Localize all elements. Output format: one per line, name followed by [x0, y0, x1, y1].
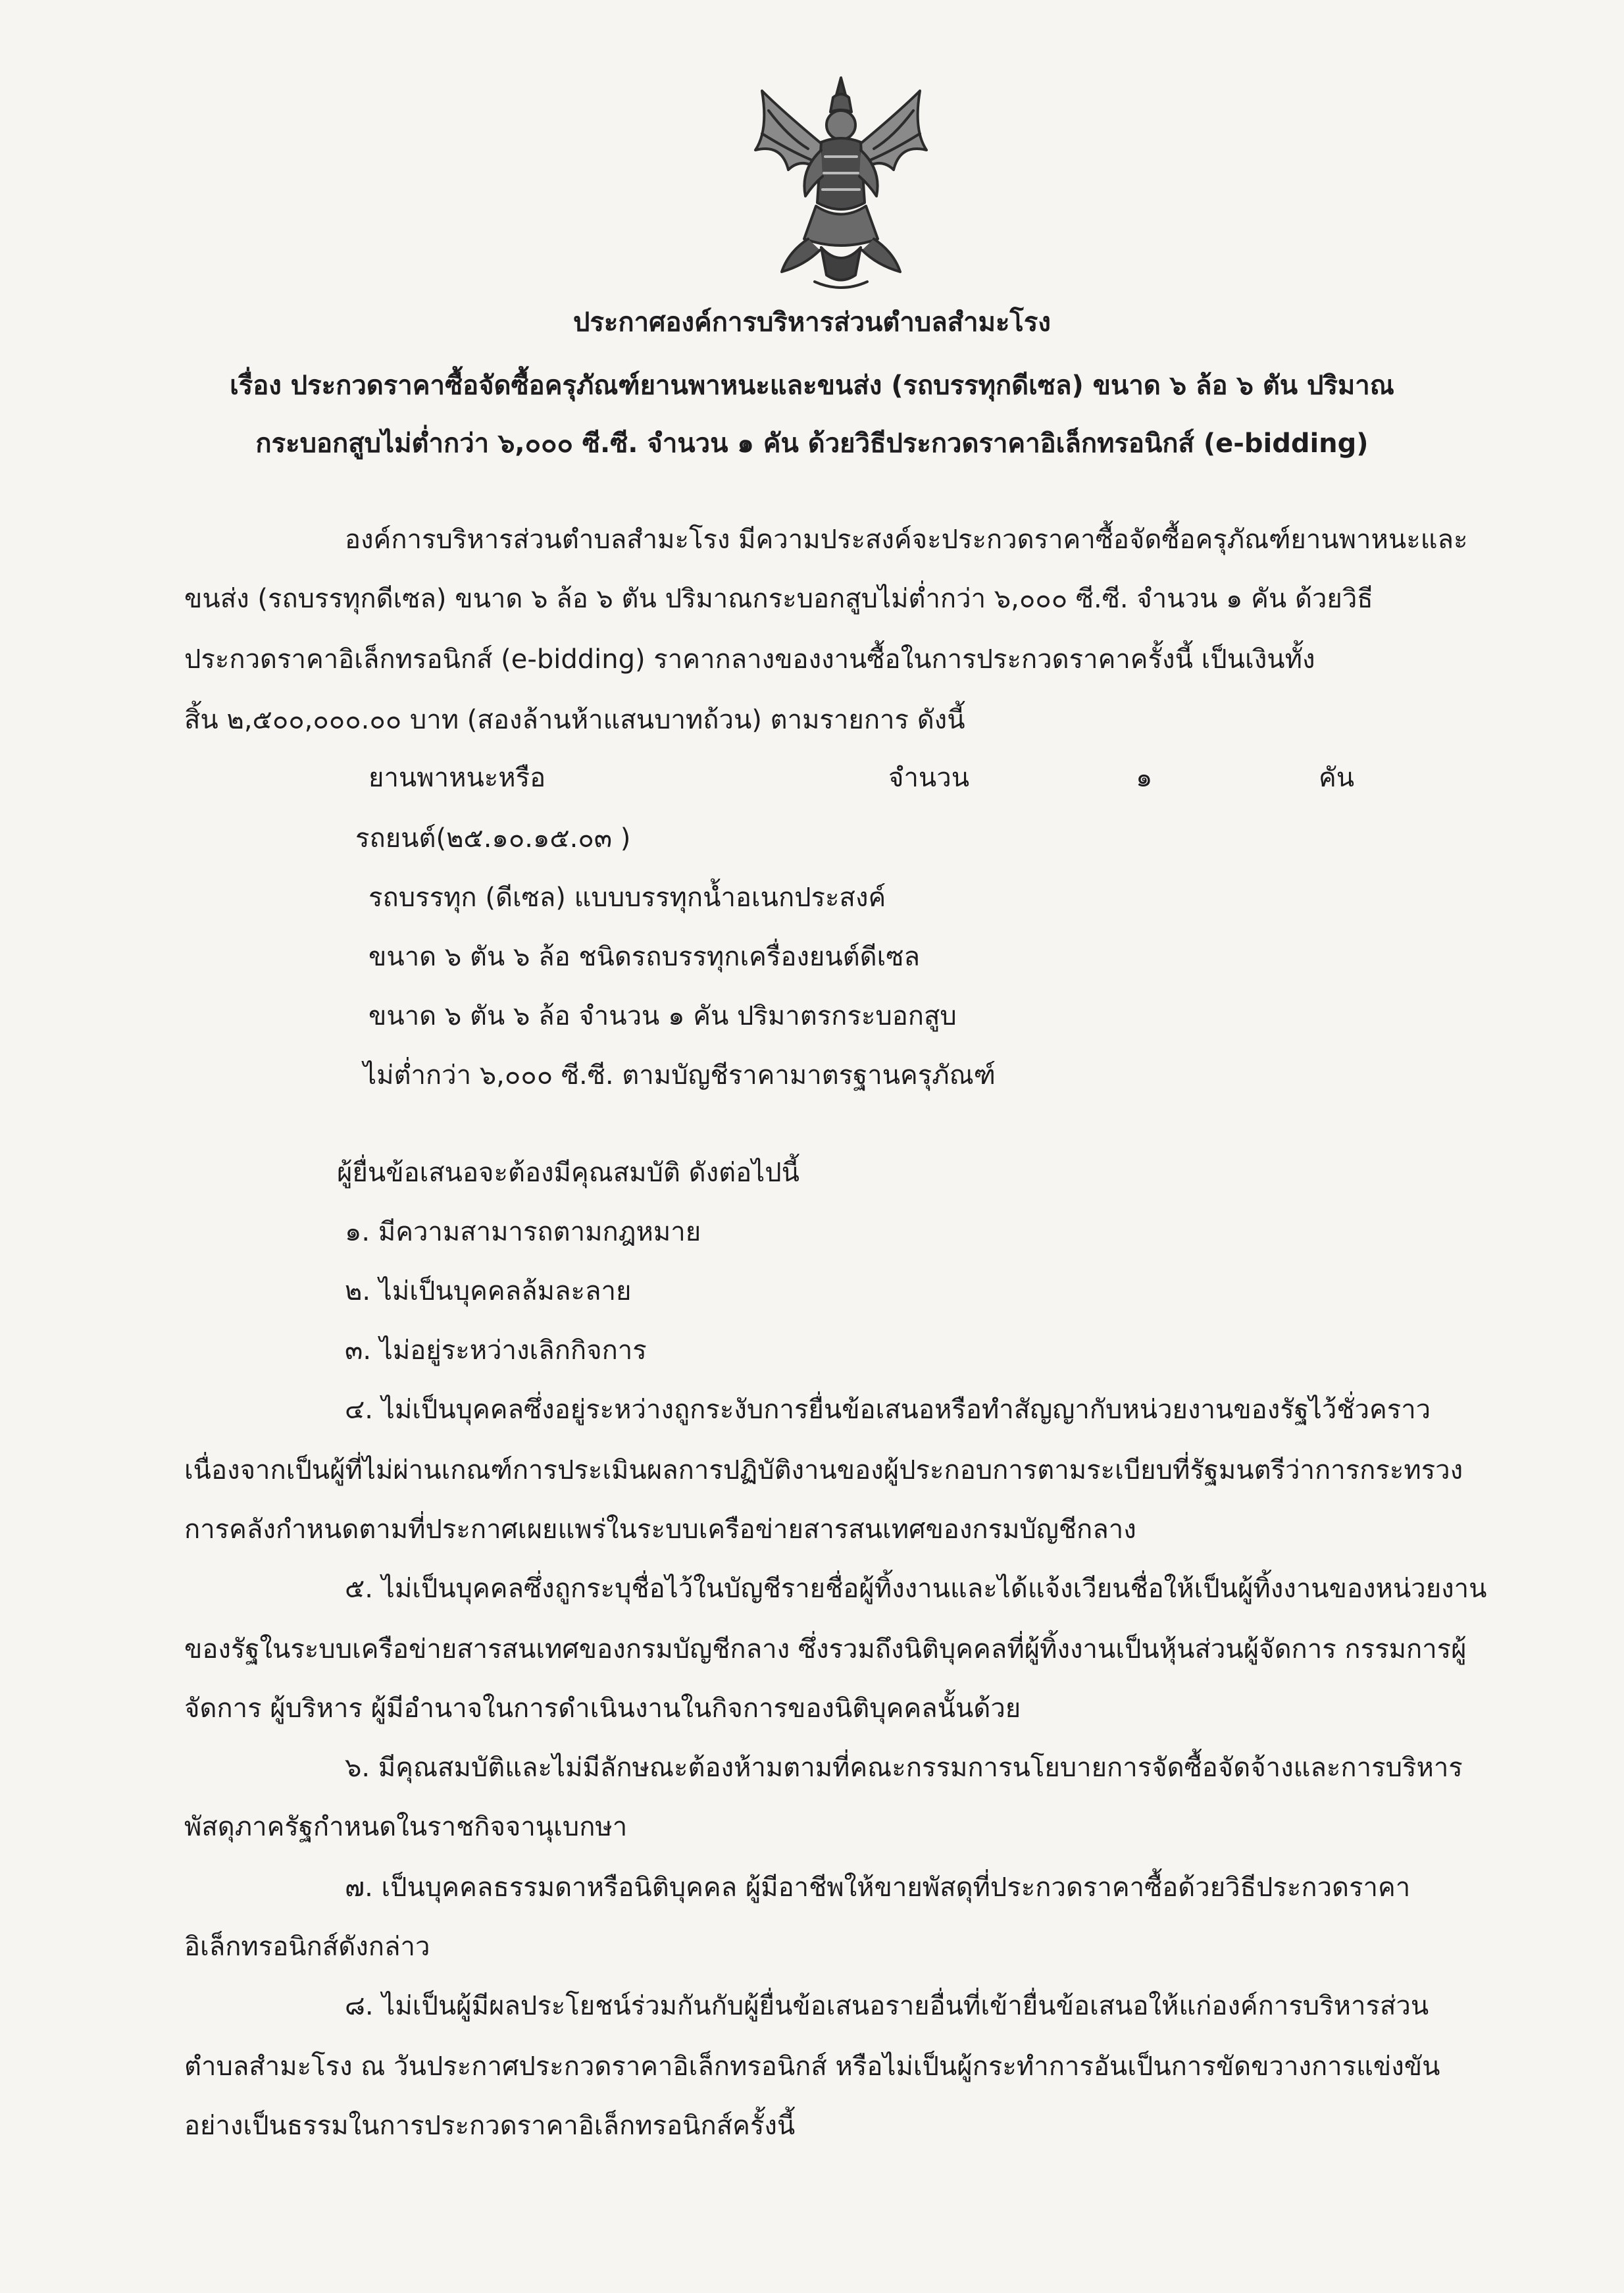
item-name: ยานพาหนะหรือ — [368, 763, 546, 793]
qualification-4-line-2: เนื่องจากเป็นผู้ที่ไม่ผ่านเกณฑ์การประเมินผลการปฏิบัติงานของผู้ประกอบการตามระเบียบที่รัฐมนตรีว่าการกระทรวง — [184, 1455, 1463, 1485]
qualification-6-line-2: พัสดุภาครัฐกำหนดในราชกิจจานุเบกษา — [184, 1812, 628, 1842]
intro-line-4: สิ้น ๒,๕๐๐,๐๐๐.๐๐ บาท (สองล้านห้าแสนบาทถ้วน) ตามรายการ ดังนี้ — [184, 705, 965, 735]
item-detail-line-4: ขนาด ๖ ตัน ๖ ล้อ จำนวน ๑ คัน ปริมาตรกระบอกสูบ — [368, 1001, 957, 1031]
intro-line-1: องค์การบริหารส่วนตำบลสำมะโรง มีความประสงค์จะประกวดราคาซื้อจัดซื้อครุภัณฑ์ยานพาหนะและ — [345, 525, 1468, 555]
intro-line-2: ขนส่ง (รถบรรทุกดีเซล) ขนาด ๖ ล้อ ๖ ตัน ปริมาณกระบอกสูบไม่ต่ำกว่า ๖,๐๐๐ ซี.ซี. จำนวน ๑ คัน ด้วยวิธี — [184, 584, 1373, 614]
qualification-3: ๓. ไม่อยู่ระหว่างเลิกกิจการ — [345, 1335, 647, 1366]
intro-line-3: ประกวดราคาอิเล็กทรอนิกส์ (e-bidding) ราคากลางของงานซื้อในการประกวดราคาครั้งนี้ เป็นเงินทั้ง — [184, 644, 1315, 675]
item-unit: คัน — [1319, 763, 1355, 793]
qualification-4-line-3: การคลังกำหนดตามที่ประกาศเผยแพร่ในระบบเครือข่ายสารสนเทศของกรมบัญชีกลาง — [184, 1514, 1136, 1545]
qualification-7-line-2: อิเล็กทรอนิกส์ดังกล่าว — [184, 1932, 430, 1962]
garuda-emblem — [742, 71, 940, 295]
qualification-6-line-1: ๖. มีคุณสมบัติและไม่มีลักษณะต้องห้ามตามที่คณะกรรมการนโยบายการจัดซื้อจัดจ้างและการบริหาร — [345, 1753, 1463, 1783]
item-detail-line-5: ไม่ต่ำกว่า ๖,๐๐๐ ซี.ซี. ตามบัญชีราคามาตรฐานครุภัณฑ์ — [363, 1060, 996, 1091]
qualification-5-line-1: ๕. ไม่เป็นบุคคลซึ่งถูกระบุชื่อไว้ในบัญชีรายชื่อผู้ทิ้งงานและได้แจ้งเวียนชื่อให้เป็นผู้ทิ้งงานของหน่วยงาน — [345, 1574, 1487, 1604]
qualification-8-line-2: ตำบลสำมะโรง ณ วันประกาศประกวดราคาอิเล็กทรอนิกส์ หรือไม่เป็นผู้กระทำการอันเป็นการขัดขวางการแข่งขัน — [184, 2051, 1440, 2082]
item-detail-line-3: ขนาด ๖ ตัน ๖ ล้อ ชนิดรถบรรทุกเครื่องยนต์ดีเซล — [368, 942, 920, 972]
item-detail-line-2: รถบรรทุก (ดีเซล) แบบบรรทุกน้ำอเนกประสงค์ — [368, 883, 886, 913]
item-qty-label: จำนวน — [888, 763, 970, 793]
item-detail-line-1: รถยนต์(๒๕.๑๐.๑๕.๐๓ ) — [355, 823, 631, 854]
qualification-5-line-2: ของรัฐในระบบเครือข่ายสารสนเทศของกรมบัญชีกลาง ซึ่งรวมถึงนิติบุคคลที่ผู้ทิ้งงานเป็นหุ้นส่วนผู้จัดการ กรรมการผู้ — [184, 1634, 1467, 1664]
qualification-5-line-3: จัดการ ผู้บริหาร ผู้มีอำนาจในการดำเนินงานในกิจการของนิติบุคคลนั้นด้วย — [184, 1693, 1021, 1724]
qualification-heading: ผู้ยื่นข้อเสนอจะต้องมีคุณสมบัติ ดังต่อไปนี้ — [337, 1158, 799, 1188]
item-qty: ๑ — [1136, 763, 1153, 793]
qualification-7-line-1: ๗. เป็นบุคคลธรรมดาหรือนิติบุคคล ผู้มีอาชีพให้ขายพัสดุที่ประกวดราคาซื้อด้วยวิธีประกวดราคา — [345, 1872, 1411, 1903]
qualification-8-line-3: อย่างเป็นธรรมในการประกวดราคาอิเล็กทรอนิกส์ครั้งนี้ — [184, 2111, 796, 2141]
qualification-2: ๒. ไม่เป็นบุคคลล้มละลาย — [345, 1276, 632, 1306]
qualification-1: ๑. มีความสามารถตามกฎหมาย — [345, 1217, 701, 1247]
qualification-8-line-1: ๘. ไม่เป็นผู้มีผลประโยชน์ร่วมกันกับผู้ยื่นข้อเสนอรายอื่นที่เข้ายื่นข้อเสนอให้แก่องค์การบริหารส่วน — [345, 1991, 1429, 2021]
subject-line-1: เรื่อง ประกวดราคาซื้อจัดซื้อครุภัณฑ์ยานพาหนะและขนส่ง (รถบรรทุกดีเซล) ขนาด ๖ ล้อ ๖ ตัน ปริมาณ — [230, 371, 1394, 401]
qualification-4-line-1: ๔. ไม่เป็นบุคคลซึ่งอยู่ระหว่างถูกระงับการยื่นข้อเสนอหรือทำสัญญากับหน่วยงานของรัฐไว้ชั่วคราว — [345, 1395, 1431, 1425]
subject-line-2: กระบอกสูบไม่ต่ำกว่า ๖,๐๐๐ ซี.ซี. จำนวน ๑ คัน ด้วยวิธีประกวดราคาอิเล็กทรอนิกส์ (e-bidding) — [255, 428, 1369, 459]
announcement-title: ประกาศองค์การบริหารส่วนตำบลสำมะโรง — [573, 307, 1051, 338]
